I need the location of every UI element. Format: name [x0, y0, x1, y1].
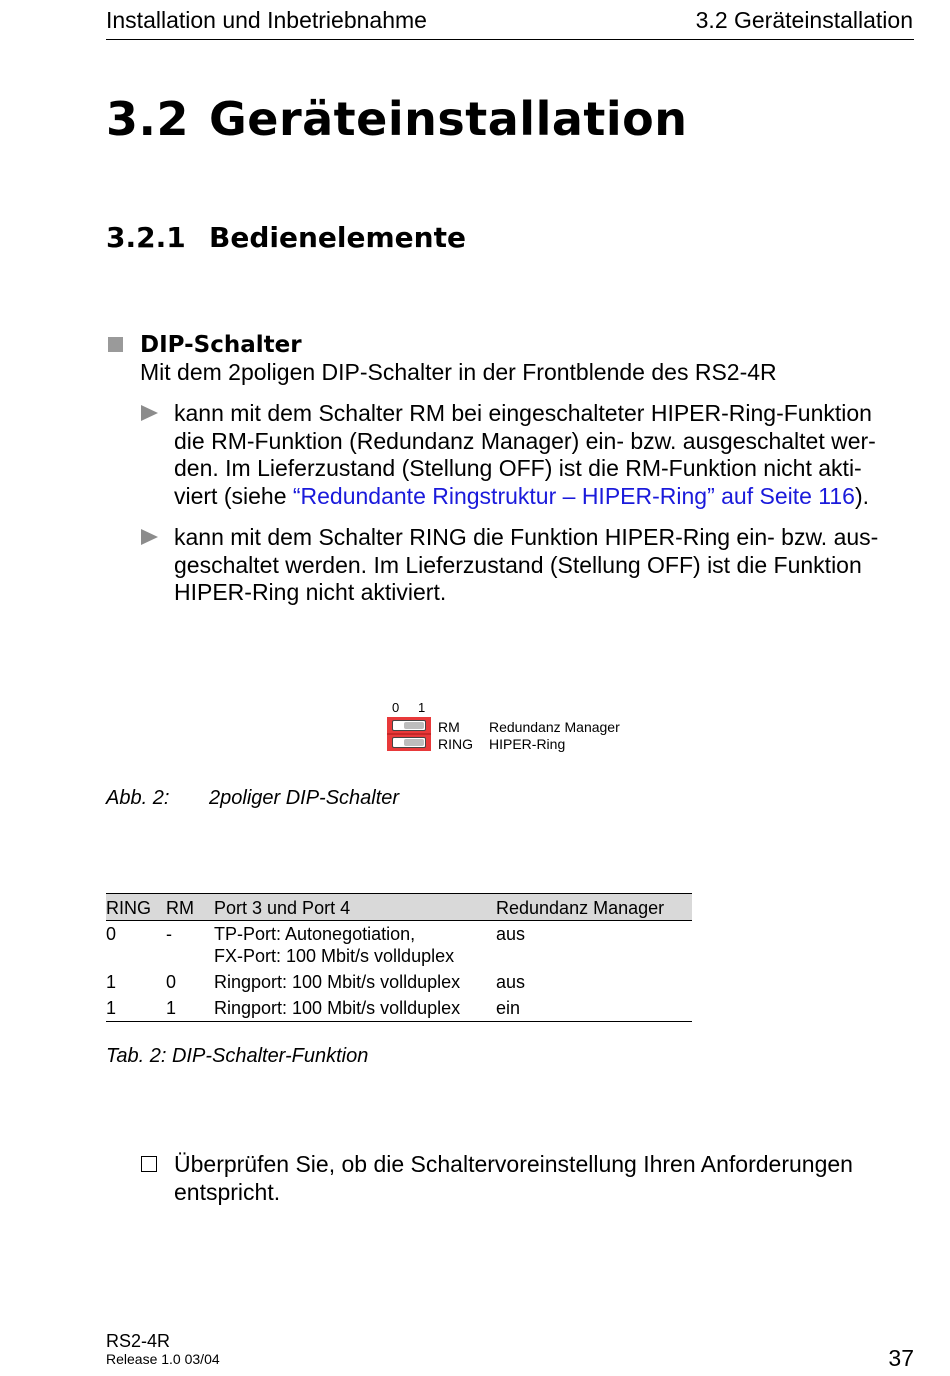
text-line: geschaltet werden. Im Lieferzustand (Stellung OFF) ist die Funktion	[174, 551, 862, 578]
triangle-bullet-icon	[141, 405, 158, 421]
checklist-text	[174, 1151, 914, 1206]
dip-divider	[387, 733, 431, 735]
dip-item-intro: Mit dem 2poligen DIP-Schalter in der Frontblende des RS2-4R	[140, 359, 777, 385]
square-bullet-icon	[108, 337, 123, 352]
column-header-manager: Redundanz Manager	[496, 894, 692, 921]
dip-position-1-label: 1	[418, 700, 426, 715]
triangle-bullet-icon	[141, 529, 158, 545]
dip-knob-icon	[404, 739, 424, 746]
cell-line: TP-Port: Autonegotiation,	[214, 924, 416, 944]
cell-port: Ringport: 100 Mbit/s vollduplex	[214, 995, 496, 1022]
text-line: entspricht.	[174, 1178, 281, 1205]
text-fragment: viert (siehe	[174, 482, 293, 509]
text-line: kann mit dem Schalter RM bei eingeschalteter HIPER-Ring-Funktion	[174, 400, 872, 426]
dip-switch-graphic	[387, 717, 431, 751]
table-row	[106, 921, 692, 970]
cell-ring: 1	[106, 972, 117, 992]
figure-caption-text: 2poliger DIP-Schalter	[209, 787, 400, 809]
figure-caption-number: Abb. 2:	[106, 787, 170, 809]
checklist-box-icon	[141, 1156, 157, 1172]
cell-manager: aus	[496, 924, 526, 944]
cell-rm: -	[166, 924, 172, 944]
cell-ring: 1	[106, 995, 166, 1022]
dip-item-title: DIP-Schalter	[140, 332, 302, 358]
subsection-number: 3.2.1	[106, 221, 186, 254]
switch-desc-ring: HIPER-Ring	[489, 736, 566, 752]
footer-release: Release 1.0 03/04	[106, 1351, 220, 1367]
cell-port: Ringport: 100 Mbit/s vollduplex	[214, 972, 461, 992]
footer-product: RS2-4R	[106, 1331, 171, 1351]
cell-rm: 0	[166, 972, 177, 992]
text-line: HIPER-Ring nicht aktiviert.	[174, 579, 447, 605]
dip-switch-rm	[392, 720, 426, 731]
cross-reference-link[interactable]: “Redundante Ringstruktur – HIPER-Ring” auf Seite 116	[292, 482, 855, 509]
section-heading	[106, 92, 687, 146]
text-line	[174, 483, 919, 511]
column-header-rm: RM	[166, 894, 214, 921]
cell-ring: 0	[106, 924, 117, 944]
table-row	[106, 969, 692, 995]
running-header-chapter: Installation und Inbetriebnahme	[106, 7, 427, 33]
section-number: 3.2	[106, 92, 189, 146]
text-fragment: ).	[854, 482, 870, 509]
dip-position-0-label: 0	[392, 700, 400, 715]
cell-manager: ein	[496, 995, 692, 1022]
text-line: Überprüfen Sie, ob die Schaltervoreinstellung Ihren Anforderungen	[174, 1151, 853, 1177]
cell-rm: 1	[166, 995, 214, 1022]
header-divider	[106, 39, 914, 40]
page-number: 37	[888, 1345, 914, 1371]
cell-port	[214, 921, 496, 970]
subsection-heading	[106, 221, 466, 255]
bullet-paragraph-rm	[174, 400, 919, 510]
table-row	[106, 995, 692, 1022]
text-line: kann mit dem Schalter RING die Funktion HIPER-Ring ein- bzw. aus-	[174, 524, 879, 550]
text-line: die RM-Funktion (Redundanz Manager) ein- bzw. ausgeschaltet wer-	[174, 427, 876, 454]
subsection-title: Bedienelemente	[209, 221, 466, 254]
switch-desc-rm: Redundanz Manager	[489, 719, 620, 735]
cell-line: FX-Port: 100 Mbit/s vollduplex	[214, 946, 455, 966]
text-line: den. Im Lieferzustand (Stellung OFF) ist die RM-Funktion nicht akti-	[174, 455, 862, 481]
table-header-row	[106, 894, 692, 921]
dip-function-table	[106, 893, 692, 1022]
column-header-port: Port 3 und Port 4	[214, 894, 496, 921]
dip-switch-ring	[392, 737, 426, 748]
cell-manager: aus	[496, 972, 526, 992]
switch-label-ring: RING	[438, 736, 473, 752]
table-caption: Tab. 2: DIP-Schalter-Funktion	[106, 1045, 369, 1067]
column-header-ring: RING	[106, 894, 166, 921]
bullet-paragraph-ring	[174, 524, 919, 607]
section-title: Geräteinstallation	[209, 92, 688, 146]
dip-knob-icon	[404, 722, 424, 729]
switch-label-rm: RM	[438, 719, 460, 735]
running-header-section: 3.2 Geräteinstallation	[695, 7, 913, 33]
